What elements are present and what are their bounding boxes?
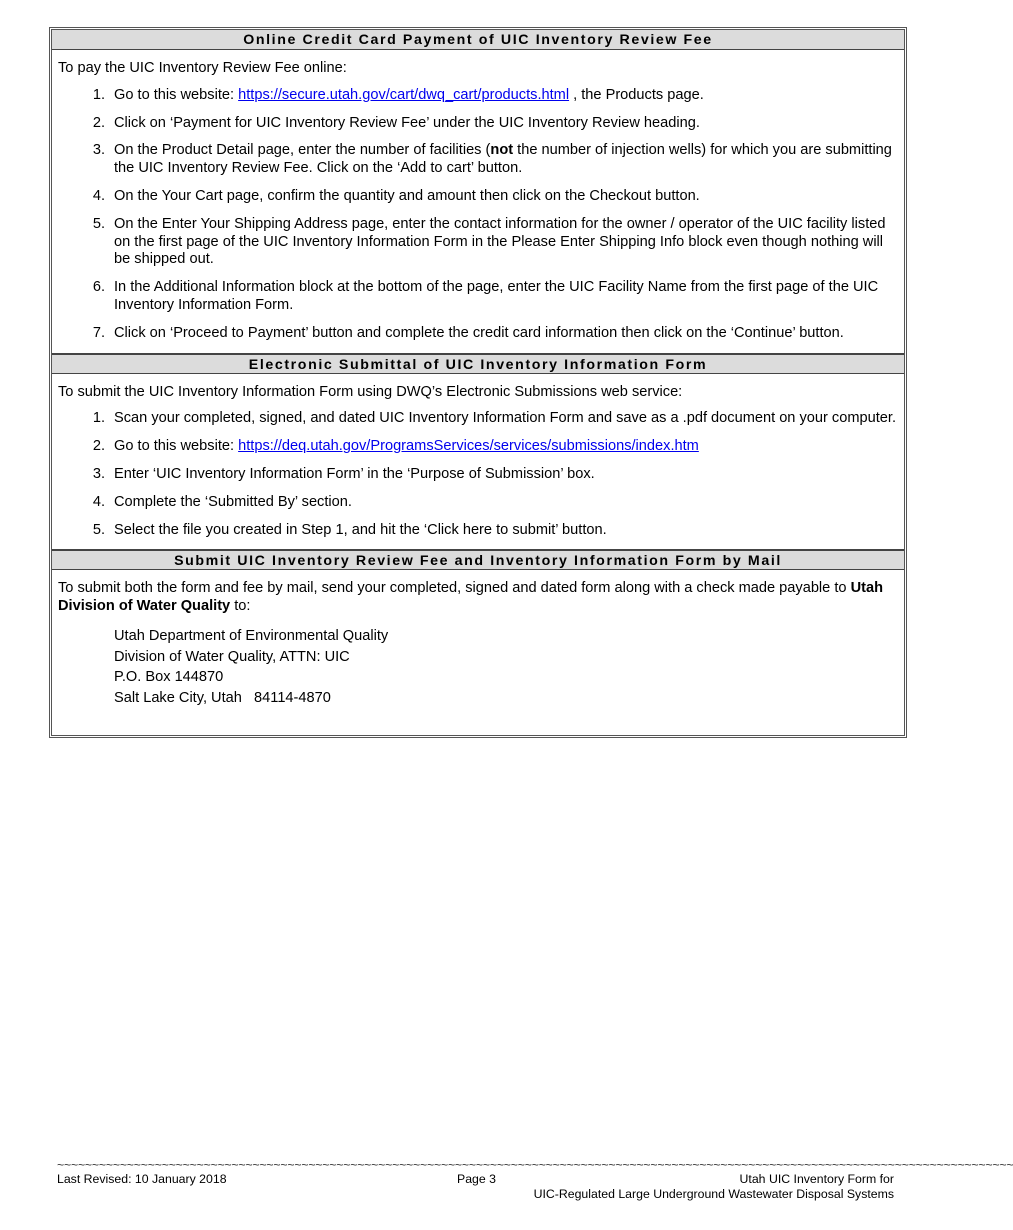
electronic-step-5 bbox=[58, 522, 898, 540]
step-number: 4. bbox=[92, 187, 105, 204]
step-text: Click on ‘Proceed to Payment’ button and complete the credit card information then click on the ‘Continue’ button. bbox=[114, 324, 844, 341]
step-text: Scan your completed, signed, and dated UIC Inventory Information Form and save as a .pdf document on your computer. bbox=[114, 410, 897, 427]
online-step-1 bbox=[58, 87, 898, 105]
footer-rule: ~~~~~~~~~~~~~~~~~~~~~~~~~~~~~~~~~~~~~~~~~~~~~~~~~~~~~~~~~~~~~~~~~~~~~~~~~~~~~~~~~~~~~~~~~~~~~~~~~~~~~~~~~~~~~~~~~~~~~~~~~~~~~~~~~~~~~~~~~ bbox=[57, 1158, 1013, 1172]
step-number: 1. bbox=[92, 86, 105, 103]
step-text: In the Additional Information block at the bottom of the page, enter the UIC Facility Name from the first page of the UIC Inventory Information Form. bbox=[114, 279, 879, 313]
step-number: 5. bbox=[92, 215, 105, 232]
online-step-7 bbox=[58, 325, 898, 343]
last-revised: Last Revised: 10 January 2018 bbox=[57, 1172, 227, 1186]
footer-title-line: UIC-Regulated Large Underground Wastewater Disposal Systems bbox=[533, 1186, 894, 1201]
address-line: Salt Lake City, Utah 84114-4870 bbox=[114, 690, 331, 707]
online-step-6 bbox=[58, 279, 898, 315]
step-number: 7. bbox=[92, 324, 105, 341]
step-number: 5. bbox=[92, 521, 105, 538]
footer-row bbox=[57, 1172, 894, 1202]
footer-title-line: Utah UIC Inventory Form for bbox=[739, 1172, 894, 1186]
step-number: 2. bbox=[92, 114, 105, 131]
mail-intro bbox=[58, 580, 898, 616]
section-heading-electronic-submittal: Electronic Submittal of UIC Inventory Information Form bbox=[52, 354, 904, 374]
section-heading-mail: Submit UIC Inventory Review Fee and Inventory Information Form by Mail bbox=[52, 550, 904, 570]
emphasis-not: not bbox=[490, 142, 514, 159]
address-line: Division of Water Quality, ATTN: UIC bbox=[114, 648, 350, 665]
electronic-step-1 bbox=[58, 410, 898, 428]
step-number: 4. bbox=[92, 493, 105, 510]
section-online-payment bbox=[52, 50, 904, 354]
electronic-steps-list bbox=[58, 410, 898, 539]
step-text: Complete the ‘Submitted By’ section. bbox=[114, 493, 352, 510]
online-step-2 bbox=[58, 115, 898, 133]
online-steps-list bbox=[58, 87, 898, 343]
step-number: 2. bbox=[92, 438, 105, 455]
step-text: Go to this website: bbox=[114, 86, 239, 103]
address-line: P.O. Box 144870 bbox=[114, 669, 224, 686]
section-heading-online-payment: Online Credit Card Payment of UIC Inventory Review Fee bbox=[52, 30, 904, 50]
online-step-3 bbox=[58, 142, 898, 178]
step-text: Enter ‘UIC Inventory Information Form’ in the ‘Purpose of Submission’ box. bbox=[114, 465, 595, 482]
step-text: On the Your Cart page, confirm the quantity and amount then click on the Checkout button. bbox=[114, 187, 700, 204]
electronic-step-3 bbox=[58, 466, 898, 484]
page-footer bbox=[57, 1158, 1013, 1202]
form-frame bbox=[49, 27, 907, 738]
mailing-address bbox=[58, 626, 898, 709]
submissions-page-link[interactable]: https://deq.utah.gov/ProgramsServices/services/submissions/index.htm bbox=[238, 438, 699, 455]
page-number: Page 3 bbox=[457, 1172, 496, 1186]
online-step-4 bbox=[58, 188, 898, 206]
electronic-step-2 bbox=[58, 438, 898, 456]
step-text: Go to this website: bbox=[114, 438, 239, 455]
electronic-intro: To submit the UIC Inventory Information Form using DWQ’s Electronic Submissions web service: bbox=[58, 383, 683, 400]
step-text: Click on ‘Payment for UIC Inventory Review Fee’ under the UIC Inventory Review heading. bbox=[114, 114, 700, 131]
mail-intro-text: To submit both the form and fee by mail, send your completed, signed and dated form along with a check made payable to bbox=[58, 580, 851, 597]
form-title-footer bbox=[534, 1172, 894, 1201]
step-text: Select the file you created in Step 1, and hit the ‘Click here to submit’ button. bbox=[114, 521, 607, 538]
step-text: the number of injection wells) for which you are submitting the UIC Inventory Review Fee. Click on the ‘Add to cart’ button. bbox=[114, 142, 892, 177]
address-line: Utah Department of Environmental Quality bbox=[114, 627, 389, 644]
mail-intro-text: to: bbox=[230, 598, 251, 615]
step-text: On the Enter Your Shipping Address page, enter the contact information for the owner / operator of the UIC facility listed on the first page of the UIC Inventory Information Form in the Please Enter Shipping Info block even though nothing will be shipped out. bbox=[114, 215, 886, 268]
products-page-link[interactable]: https://secure.utah.gov/cart/dwq_cart/products.html bbox=[238, 86, 570, 103]
step-text: On the Product Detail page, enter the number of facilities ( bbox=[114, 142, 491, 159]
step-text: , the Products page. bbox=[569, 86, 704, 103]
payee-name: Utah Division of Water Quality bbox=[58, 580, 884, 615]
section-electronic-submittal bbox=[52, 374, 904, 551]
section-mail bbox=[52, 570, 904, 734]
online-step-5 bbox=[58, 216, 898, 269]
step-number: 6. bbox=[92, 279, 105, 296]
step-number: 1. bbox=[92, 410, 105, 427]
step-number: 3. bbox=[92, 465, 105, 482]
step-number: 3. bbox=[92, 142, 105, 159]
online-intro: To pay the UIC Inventory Review Fee online: bbox=[58, 60, 347, 76]
electronic-step-4 bbox=[58, 494, 898, 512]
